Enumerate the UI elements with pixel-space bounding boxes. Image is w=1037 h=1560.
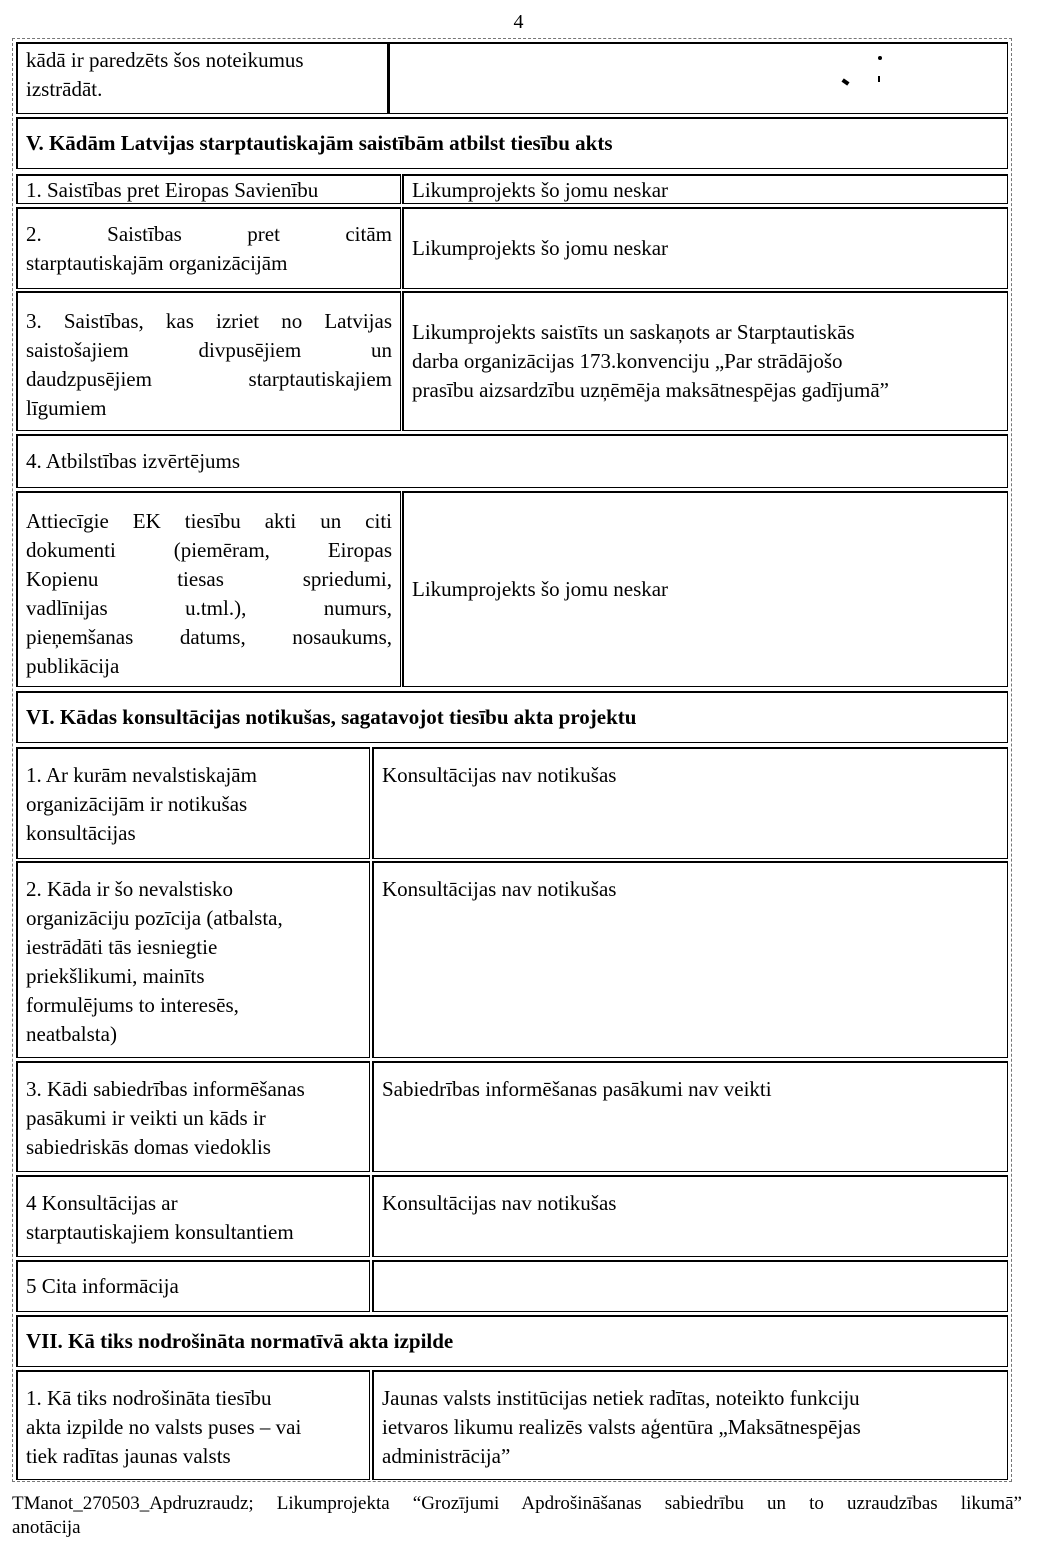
section-vi-row-1-label-cell xyxy=(16,747,370,859)
section-v-assessment-title: 4. Atbilstības izvērtējums xyxy=(26,449,241,473)
section-vi-row-2-label-line: neatbalsta) xyxy=(26,1022,117,1046)
section-vii-row-1-value-line: Jaunas valsts institūcijas netiek radītas, noteikto funkciju xyxy=(382,1386,860,1410)
section-vii-row-1-value-line: ietvaros likumu realizēs valsts aģentūra „Maksātnespējas xyxy=(382,1415,861,1439)
section-v-row-3-label-line: daudzpusējiem starptautiskajiem xyxy=(26,367,392,391)
section-vi-row-2-label-cell xyxy=(16,861,370,1058)
top-row-label: kādā ir paredzēts šos noteikumus izstrādāt. xyxy=(26,48,304,101)
section-v-row-2-value: Likumprojekts šo jomu neskar xyxy=(412,236,669,260)
section-vi-row-4-label-line: 4 Konsultācijas ar xyxy=(26,1191,178,1215)
section-vi-row-4-label-cell xyxy=(16,1175,370,1257)
section-v-row-2-label-cell xyxy=(16,207,401,289)
top-row-label-cell xyxy=(16,42,388,114)
section-v-row-1-label-cell xyxy=(16,174,401,204)
section-vi-row-3-label-line: sabiedriskās domas viedoklis xyxy=(26,1135,271,1159)
section-vi-row-2-label-line: iestrādāti tās iesniegtie xyxy=(26,935,218,959)
section-vi-row-3-value: Sabiedrības informēšanas pasākumi nav veikti xyxy=(382,1077,772,1101)
section-vi-row-2-value: Konsultācijas nav notikušas xyxy=(382,877,617,901)
section-vi-row-1-label-line: konsultācijas xyxy=(26,821,136,845)
assessment-label-line: Attiecīgie EK tiesību akti un citi xyxy=(26,509,392,533)
section-vii-title-cell xyxy=(16,1315,1008,1367)
section-vi-row-4-value-cell xyxy=(372,1175,1008,1257)
section-v-assessment-label-cell xyxy=(16,491,401,687)
section-vi-row-4-value: Konsultācijas nav notikušas xyxy=(382,1191,617,1215)
document-footer xyxy=(12,1492,1022,1540)
section-vi-row-3-value-cell xyxy=(372,1061,1008,1172)
section-vi-row-3-label-cell xyxy=(16,1061,370,1172)
section-vii-row-1-label-line: tiek radītas jaunas valsts xyxy=(26,1444,231,1468)
section-v-row-3-label-line: saistošajiem divpusējiem un xyxy=(26,338,392,362)
section-v-row-1-label: 1. Saistības pret Eiropas Savienību xyxy=(26,178,319,202)
section-v-row-3-label-cell xyxy=(16,291,401,431)
footer-line-1: TManot_270503_Apdruzraudz; Likumprojekta “Grozījumi Apdrošināšanas sabiedrību un to uzraudzības likumā” xyxy=(12,1493,1022,1514)
section-v-row-3-label-line: 3. Saistības, kas izriet no Latvijas xyxy=(26,309,392,333)
section-vi-row-2-label-line: organizāciju pozīcija (atbalsta, xyxy=(26,906,283,930)
assessment-label-line: vadlīnijas u.tml.), numurs, xyxy=(26,596,392,620)
section-vi-row-2-value-cell xyxy=(372,861,1008,1058)
section-v-row-2-label-line: starptautiskajām organizācijām xyxy=(26,250,288,275)
section-vii-row-1-value-line: administrācija” xyxy=(382,1444,511,1468)
top-row-value-cell xyxy=(388,42,1008,114)
section-vi-row-5-label-cell xyxy=(16,1260,370,1312)
section-vi-row-5-label: 5 Cita informācija xyxy=(26,1274,179,1298)
section-vi-row-2-label-line: formulējums to interesēs, xyxy=(26,993,239,1017)
section-vi-title: VI. Kādas konsultācijas notikušas, sagatavojot tiesību akta projektu xyxy=(26,705,637,729)
section-v-title: V. Kādām Latvijas starptautiskajām saistībām atbilst tiesību akts xyxy=(26,131,613,155)
section-vii-row-1-value-cell xyxy=(372,1370,1008,1480)
section-v-row-3-value-line: prasību aizsardzību uzņēmēja maksātnespējas gadījumā” xyxy=(412,378,889,402)
section-vi-row-5-value-cell xyxy=(372,1260,1008,1312)
section-vii-row-1-label-cell xyxy=(16,1370,370,1480)
section-vi-title-cell xyxy=(16,691,1008,743)
assessment-label-line: Kopienu tiesas spriedumi, xyxy=(26,567,392,591)
section-v-row-3-value-line: darba organizācijas 173.konvenciju „Par strādājošo xyxy=(412,349,843,373)
section-v-row-1-value-cell xyxy=(402,174,1008,204)
section-v-assessment-title-cell xyxy=(16,434,1008,488)
section-vi-row-3-label-line: 3. Kādi sabiedrības informēšanas xyxy=(26,1077,305,1101)
section-vi-row-3-label-line: pasākumi ir veikti un kāds ir xyxy=(26,1106,266,1130)
section-vii-title: VII. Kā tiks nodrošināta normatīvā akta izpilde xyxy=(26,1329,454,1353)
assessment-label-line: dokumenti (piemēram, Eiropas xyxy=(26,538,392,562)
footer-line-2: anotācija xyxy=(12,1517,81,1538)
section-vii-row-1-label-line: 1. Kā tiks nodrošināta tiesību xyxy=(26,1386,272,1410)
section-vi-row-1-label-line: 1. Ar kurām nevalstiskajām xyxy=(26,763,257,787)
section-vi-row-1-value-cell xyxy=(372,747,1008,859)
section-vi-row-1-label-line: organizācijām ir notikušas xyxy=(26,792,248,816)
section-vi-row-2-label-line: priekšlikumi, mainīts xyxy=(26,964,205,988)
scan-mark xyxy=(878,56,882,60)
assessment-label-line: publikācija xyxy=(26,654,120,678)
section-v-row-3-value-line: Likumprojekts saistīts un saskaņots ar Starptautiskās xyxy=(412,320,855,344)
section-vi-row-2-label-line: 2. Kāda ir šo nevalstisko xyxy=(26,877,234,901)
scan-mark xyxy=(841,78,849,85)
section-vi-row-1-value: Konsultācijas nav notikušas xyxy=(382,763,617,787)
section-v-row-2-label-line: 2. Saistības pret citām xyxy=(26,221,392,246)
section-v-title-cell xyxy=(16,117,1008,169)
section-v-row-2-value-cell xyxy=(402,207,1008,289)
section-v-assessment-value: Likumprojekts šo jomu neskar xyxy=(412,577,669,601)
assessment-label-line: pieņemšanas datums, nosaukums, xyxy=(26,625,392,649)
section-v-row-3-label-line: līgumiem xyxy=(26,396,107,420)
page-number: 4 xyxy=(513,11,524,33)
section-v-row-1-value: Likumprojekts šo jomu neskar xyxy=(412,178,669,202)
scan-mark xyxy=(878,76,880,82)
section-vi-row-4-label-line: starptautiskajiem konsultantiem xyxy=(26,1220,294,1244)
section-v-assessment-value-cell xyxy=(402,491,1008,687)
section-v-row-3-value-cell xyxy=(402,291,1008,431)
section-vii-row-1-label-line: akta izpilde no valsts puses – vai xyxy=(26,1415,302,1439)
